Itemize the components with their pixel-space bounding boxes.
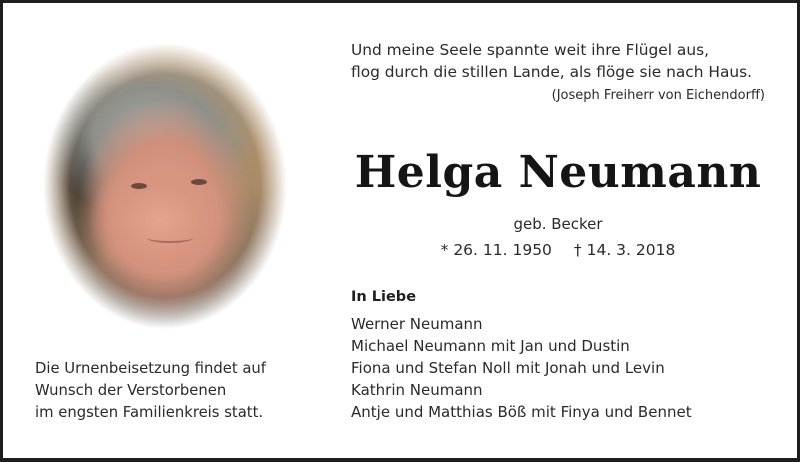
birth-date: * 26. 11. 1950 — [440, 241, 552, 259]
notice-line: Die Urnenbeisetzung findet auf — [35, 360, 267, 377]
quote-line: flog durch die stillen Lande, als flöge sie nach Haus. — [351, 63, 753, 81]
mourner-item: Fiona und Stefan Noll mit Jonah und Levin — [351, 359, 665, 377]
poem-quote — [351, 39, 765, 107]
notice-line: Wunsch der Verstorbenen — [35, 382, 227, 399]
quote-line: Und meine Seele spannte weit ihre Flügel aus, — [351, 41, 710, 59]
photo-mouth — [147, 233, 193, 243]
obituary-card — [3, 3, 797, 458]
death-date: † 14. 3. 2018 — [573, 241, 676, 259]
photo-eye-left — [131, 183, 147, 189]
mourner-item: Michael Neumann mit Jan und Dustin — [351, 337, 630, 355]
mourner-item: Werner Neumann — [351, 315, 483, 333]
portrait-photo — [43, 43, 287, 329]
photo-eye-right — [191, 179, 207, 185]
deceased-name: Helga Neumann — [354, 147, 762, 198]
mourner-item: Antje und Matthias Böß mit Finya und Bennet — [351, 403, 692, 421]
notice-line: im engsten Familienkreis statt. — [35, 404, 264, 421]
portrait-image — [43, 43, 287, 329]
life-dates — [343, 241, 773, 259]
mourners-list — [351, 313, 692, 423]
mourners-heading: In Liebe — [351, 289, 417, 305]
maiden-name: geb. Becker — [513, 215, 603, 233]
quote-author: (Joseph Freiherr von Eichendorff) — [551, 88, 765, 103]
mourner-item: Kathrin Neumann — [351, 381, 483, 399]
burial-notice — [35, 358, 266, 424]
